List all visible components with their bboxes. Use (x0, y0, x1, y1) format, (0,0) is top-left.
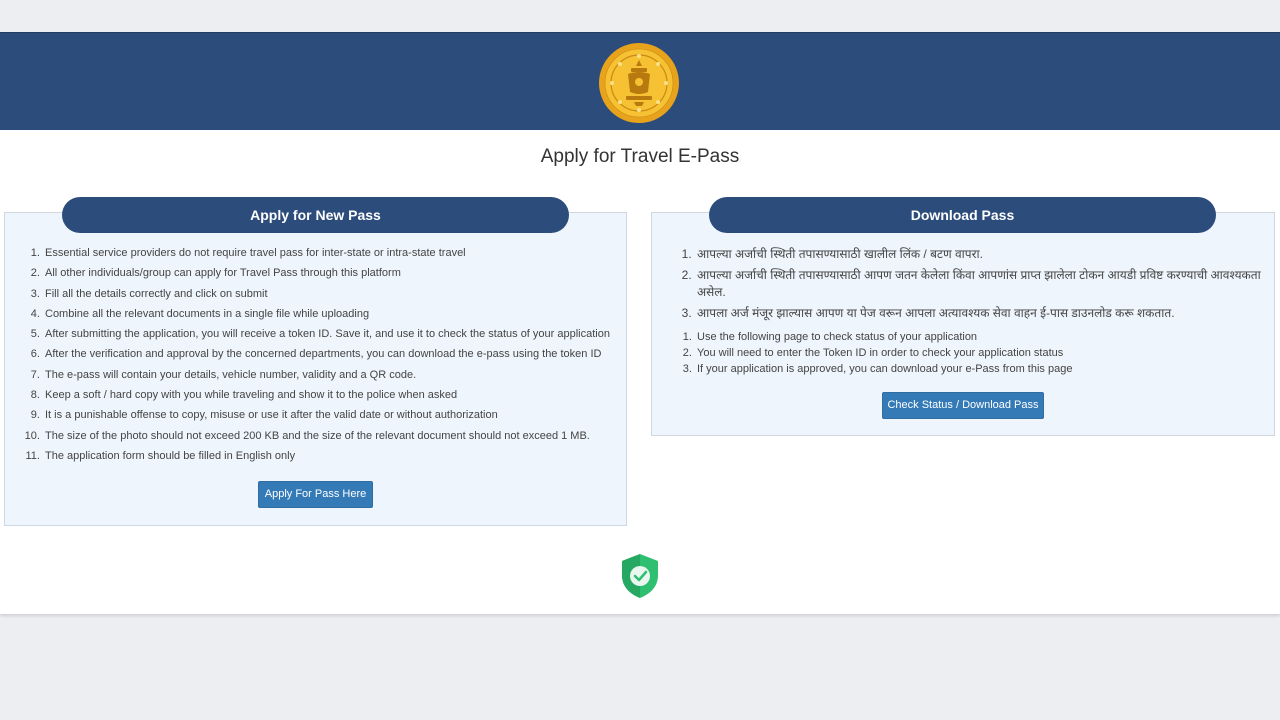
apply-instructions-list (29, 246, 619, 469)
site-header (0, 32, 1280, 130)
download-instructions-list (681, 329, 1266, 377)
list-item: 9. It is a punishable offense to copy, misuse or use it after the valid date or without authorization (43, 408, 619, 428)
list-item: 6. After the verification and approval by the concerned departments, you can download the e-pass using the token ID (43, 347, 619, 367)
list-item: 11. The application form should be filled in English only (43, 449, 619, 469)
maharashtra-government-seal-icon (598, 42, 680, 124)
apply-for-pass-button[interactable]: Apply For Pass Here (258, 481, 373, 508)
list-item: 3. If your application is approved, you can download your e-Pass from this page (695, 361, 1266, 377)
main-content (0, 130, 1280, 614)
top-band (0, 0, 1280, 32)
list-item: 8. Keep a soft / hard copy with you while traveling and show it to the police when asked (43, 388, 619, 408)
list-item: 3. Fill all the details correctly and click on submit (43, 287, 619, 307)
list-item: 2. आपल्या अर्जाची स्थिती तपासण्यासाठी आपण जतन केलेला किंवा आपणांस प्राप्त झालेला टोकन आयडी प्रविष्ट करण्याची आवश्यकता असेल. (695, 267, 1266, 301)
list-item: 1. Use the following page to check status of your application (695, 329, 1266, 345)
check-status-download-button[interactable]: Check Status / Download Pass (882, 392, 1044, 419)
list-item: 5. After submitting the application, you will receive a token ID. Save it, and use it to check the status of your application (43, 327, 619, 347)
list-item: 2. All other individuals/group can apply for Travel Pass through this platform (43, 266, 619, 286)
list-item: 4. Combine all the relevant documents in a single file while uploading (43, 307, 619, 327)
list-item: 10. The size of the photo should not exceed 200 KB and the size of the relevant document should not exceed 1 MB. (43, 429, 619, 449)
marathi-instructions-list (681, 246, 1266, 326)
apply-panel-heading: Apply for New Pass (62, 197, 569, 233)
list-item: 1. Essential service providers do not require travel pass for inter-state or intra-state travel (43, 246, 619, 266)
download-panel-heading: Download Pass (709, 197, 1216, 233)
security-shield-check-icon (620, 553, 660, 599)
list-item: 2. You will need to enter the Token ID in order to check your application status (695, 345, 1266, 361)
list-item: 3. आपला अर्ज मंजूर झाल्यास आपण या पेज वरून आपला अत्यावश्यक सेवा वाहन ई-पास डाउनलोड करू शकतात. (695, 305, 1266, 322)
list-item: 7. The e-pass will contain your details, vehicle number, validity and a QR code. (43, 368, 619, 388)
list-item: 1. आपल्या अर्जाची स्थिती तपासण्यासाठी खालील लिंक / बटण वापरा. (695, 246, 1266, 263)
page-title: Apply for Travel E-Pass (540, 146, 740, 167)
